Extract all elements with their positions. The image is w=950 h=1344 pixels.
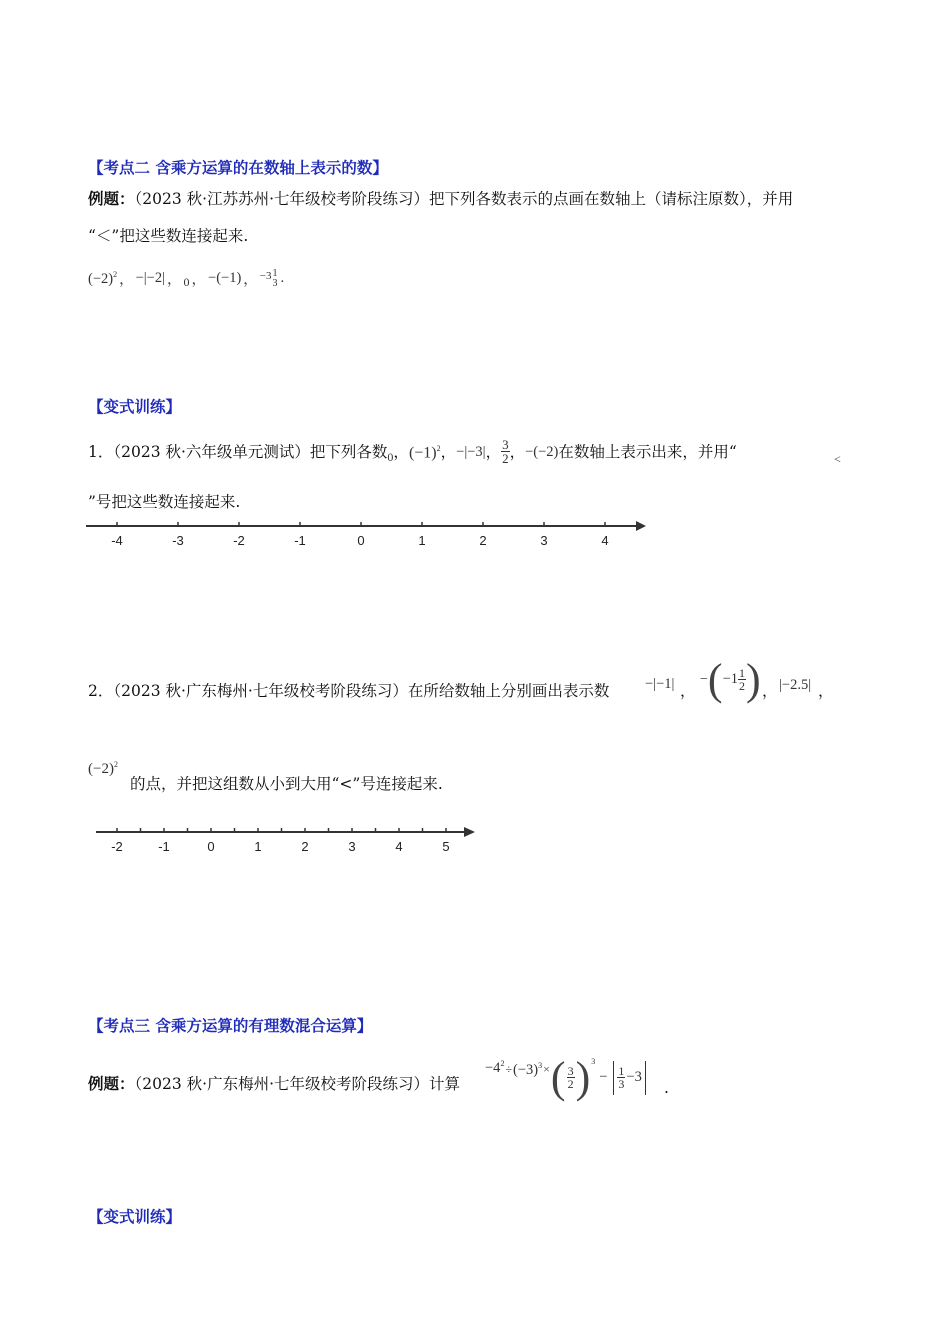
q1-lt-sign: <	[834, 452, 841, 466]
number-line-1[interactable]	[84, 515, 649, 555]
axis-tick-label: -1	[294, 533, 306, 548]
number-neg-neg1: −(−1)	[208, 270, 242, 286]
axis-tick-label: 0	[207, 839, 215, 854]
axis-tick-label: 1	[254, 839, 262, 854]
q1-neg-neg2: −(−2)	[525, 443, 559, 460]
example-text: （2023 秋·江苏苏州·七年级校考阶段练习）把下列各数表示的点画在数轴上（请标注原数），并用	[134, 190, 794, 208]
q2-neg-abs-neg1: −|−1|	[645, 676, 675, 692]
q2-neg2-squared: $(-2)^2$	[88, 760, 118, 777]
q1-neg1-squared: $(-1)^2$	[408, 444, 441, 462]
axis-tick-label: 2	[301, 839, 309, 854]
q1-three-halves: $\frac{3}{2}$	[502, 437, 509, 466]
axis-tick-label: 5	[442, 839, 450, 854]
training2-heading: 【变式训练】	[88, 1208, 182, 1226]
section3-expression: $-4^2$ ÷ $(-3)^3$ × ( $\frac{3}{2}$ ) 3 − $\frac{1}{3}$ −3	[485, 1052, 648, 1103]
axis-tick-label: -1	[158, 839, 170, 854]
example-label: 例题：	[88, 190, 135, 208]
axis-tick-label: 0	[357, 533, 365, 548]
axis-tick-label: -2	[111, 839, 123, 854]
section3-example: 例题：（2023 秋·广东梅州·七年级校考阶段练习）计算	[88, 1075, 460, 1093]
training1-heading: 【变式训练】	[88, 398, 182, 416]
question-2: 2．（2023 秋·广东梅州·七年级校考阶段练习）在所给数轴上分别画出表示数	[88, 682, 610, 700]
section2-example-line2: “＜”把这些数连接起来.	[88, 227, 249, 245]
axis-tick-label: 3	[540, 533, 548, 548]
axis-tick-label: 4	[395, 839, 403, 854]
question-2-line2: 的点，并把这组数从小到大用“<”号连接起来.	[130, 775, 443, 793]
number-line-2[interactable]	[94, 822, 484, 862]
axis-tick-label: 1	[418, 533, 426, 548]
q2-abs-neg2-5: |−2.5|	[779, 677, 812, 693]
q1-zero: 0	[387, 449, 394, 464]
question-1: 1．（2023 秋·六年级单元测试）把下列各数 0 ， $(-1)^2$ ， −|−3| ， $\frac{3}{2}$ ， −(−2) 在数轴上表示出来，并用“	[88, 437, 737, 466]
number-neg2-squared: $(-2)^2$	[88, 269, 118, 287]
axis-tick-label: 2	[479, 533, 487, 548]
section2-number-list: $(-2)^2$ ， −|−2| ， 0 ， −(−1) ， −3 1 3 .	[88, 267, 285, 289]
axis-arrow	[636, 521, 646, 531]
axis-tick-label: -2	[233, 533, 245, 548]
q1-neg-abs-neg3: −|−3|	[456, 443, 486, 460]
number-zero: 0	[183, 275, 190, 289]
axis-tick-label: 4	[601, 533, 609, 548]
axis-tick-label: -3	[172, 533, 184, 548]
section3-heading: 【考点三 含乘方运算的有理数混合运算】	[88, 1017, 373, 1035]
section2-example	[88, 189, 793, 209]
number-neg-abs-neg2: −|−2|	[135, 270, 166, 286]
section2-heading: 【考点二 含乘方运算的在数轴上表示的数】	[88, 159, 388, 177]
question-1-line2: ”号把这些数连接起来.	[88, 493, 241, 511]
number-neg-3-one-third: −3 1 3	[259, 267, 278, 289]
axis-arrow	[464, 827, 475, 837]
axis-tick-label: -4	[111, 533, 123, 548]
q2-neg-neg-1-half: − ( −1 $\frac{1}{2}$ )	[700, 655, 761, 704]
axis-tick-label: 3	[348, 839, 356, 854]
